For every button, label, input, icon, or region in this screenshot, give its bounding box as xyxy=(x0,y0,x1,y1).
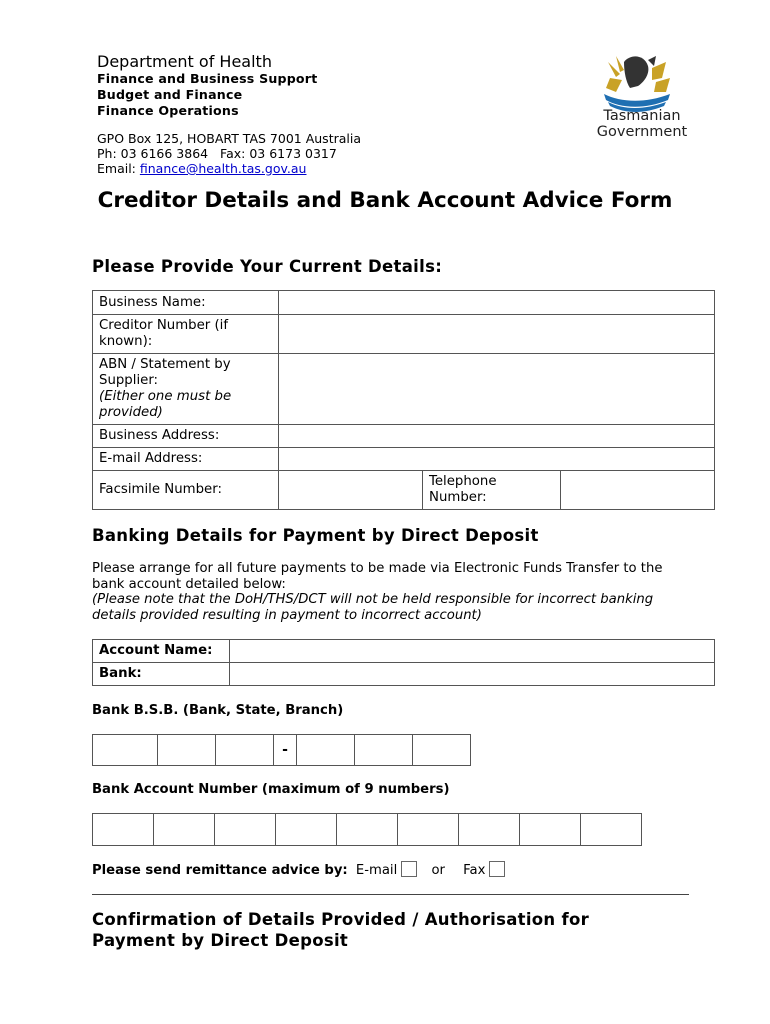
bsb-digit-box[interactable] xyxy=(92,734,158,766)
email-checkbox[interactable] xyxy=(401,861,417,877)
creditor-number-label: Creditor Number (if known): xyxy=(93,315,279,354)
facsimile-field[interactable] xyxy=(279,471,423,510)
bsb-digit-box[interactable] xyxy=(412,734,471,766)
logo-text-tasmanian: Tasmanian xyxy=(603,108,681,124)
email-address-field[interactable] xyxy=(279,448,715,471)
postal-address: GPO Box 125, HOBART TAS 7001 Australia xyxy=(97,131,362,146)
branch-line: Budget and Finance xyxy=(97,87,243,102)
bsb-digit-box[interactable] xyxy=(215,734,274,766)
email-address-label: E-mail Address: xyxy=(93,448,279,471)
abn-label-text: ABN / Statement by Supplier: xyxy=(99,357,231,388)
account-digit-box[interactable] xyxy=(275,813,337,846)
current-details-heading: Please Provide Your Current Details: xyxy=(92,257,443,276)
account-digit-box[interactable] xyxy=(153,813,215,846)
or-text: or xyxy=(431,863,445,878)
current-details-table xyxy=(92,290,715,510)
business-address-field[interactable] xyxy=(279,425,715,448)
fax-checkbox[interactable] xyxy=(489,861,505,877)
telephone-field[interactable] xyxy=(561,471,715,510)
email-label: Email: xyxy=(97,161,140,176)
bsb-separator: - xyxy=(273,734,297,766)
confirmation-heading-line1: Confirmation of Details Provided / Authorisation for xyxy=(92,910,590,929)
banking-heading: Banking Details for Payment by Direct Deposit xyxy=(92,526,539,545)
division-line: Finance and Business Support xyxy=(97,71,318,86)
bank-label: Bank: xyxy=(93,663,230,686)
abn-note: (Either one must be provided) xyxy=(99,389,232,420)
account-digit-box[interactable] xyxy=(336,813,398,846)
remittance-label: Please send remittance advice by: xyxy=(92,863,348,878)
account-number-label: Bank Account Number (maximum of 9 numbers) xyxy=(92,782,450,797)
bsb-label: Bank B.S.B. (Bank, State, Branch) xyxy=(92,703,344,718)
department-name: Department of Health xyxy=(97,52,272,71)
bsb-digit-box[interactable] xyxy=(157,734,216,766)
email-link[interactable]: finance@health.tas.gov.au xyxy=(139,161,307,176)
account-digit-box[interactable] xyxy=(92,813,154,846)
fax-option-label: Fax xyxy=(463,863,486,878)
account-digit-box[interactable] xyxy=(397,813,459,846)
email-option-label: E-mail xyxy=(355,863,398,878)
account-digit-box[interactable] xyxy=(580,813,642,846)
business-name-label: Business Name: xyxy=(93,291,279,315)
confirmation-heading-line2: Payment by Direct Deposit xyxy=(92,931,349,950)
banking-instruction: Please arrange for all future payments to be made via Electronic Funds Transfer to the bank account detailed below: xyxy=(92,561,663,592)
account-name-field[interactable] xyxy=(230,640,715,663)
bsb-digit-box[interactable] xyxy=(296,734,355,766)
bsb-boxes xyxy=(92,734,471,766)
logo-text-government: Government xyxy=(596,124,688,140)
banking-note: (Please note that the DoH/THS/DCT will not be held responsible for incorrect banking details provided resulting in payment to incorrect account) xyxy=(92,592,654,623)
account-digit-box[interactable] xyxy=(458,813,520,846)
account-digit-box[interactable] xyxy=(214,813,276,846)
account-number-boxes xyxy=(92,813,642,846)
remittance-row xyxy=(92,861,509,878)
business-address-label: Business Address: xyxy=(93,425,279,448)
business-name-field[interactable] xyxy=(279,291,715,315)
phone-fax: Ph: 03 6166 3864 Fax: 03 6173 0317 xyxy=(97,146,337,161)
tasmanian-tiger-icon xyxy=(604,56,670,112)
abn-field[interactable] xyxy=(279,354,715,425)
account-table xyxy=(92,639,715,686)
unit-line: Finance Operations xyxy=(97,103,239,118)
abn-label xyxy=(93,354,279,425)
form-title: Creditor Details and Bank Account Advice Form xyxy=(97,188,673,213)
telephone-label: Telephone Number: xyxy=(423,471,561,510)
account-name-label: Account Name: xyxy=(93,640,230,663)
email-line xyxy=(97,161,306,176)
bsb-digit-box[interactable] xyxy=(354,734,413,766)
section-divider xyxy=(92,894,689,895)
creditor-number-field[interactable] xyxy=(279,315,715,354)
bank-field[interactable] xyxy=(230,663,715,686)
facsimile-label: Facsimile Number: xyxy=(93,471,279,510)
account-digit-box[interactable] xyxy=(519,813,581,846)
